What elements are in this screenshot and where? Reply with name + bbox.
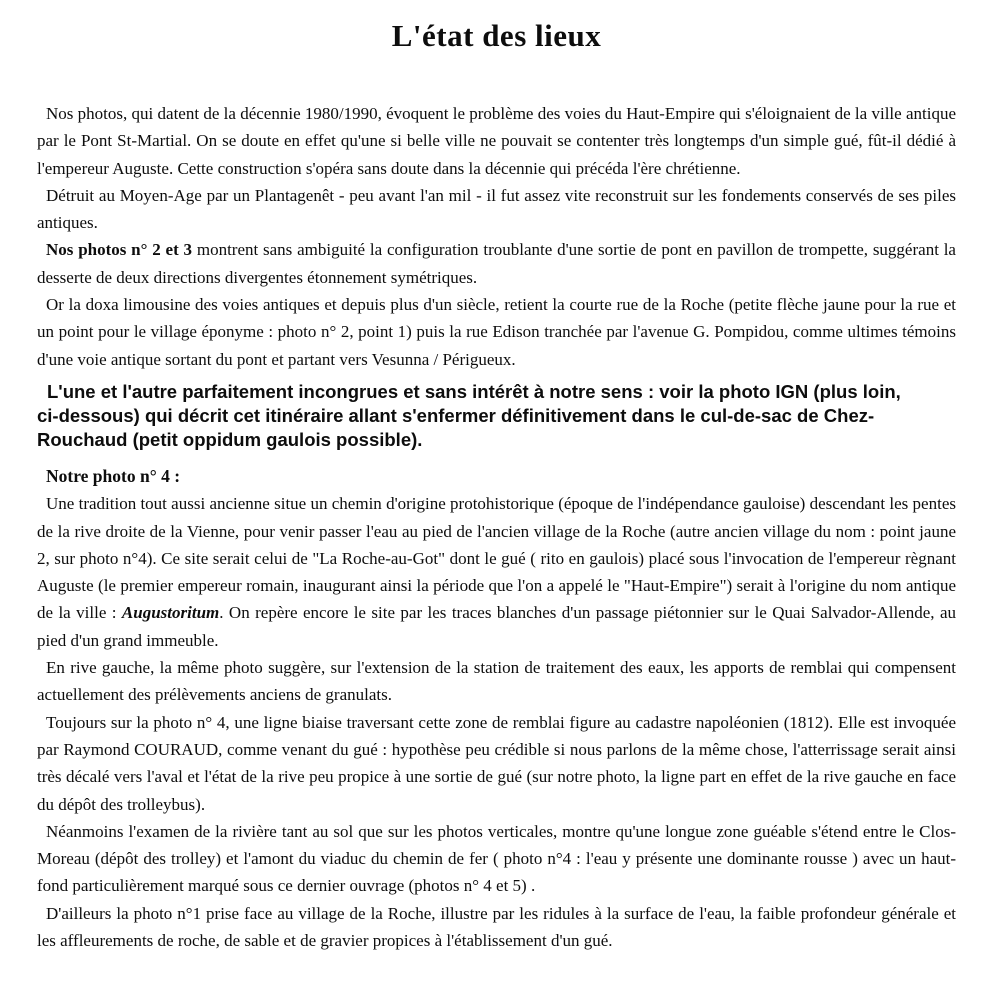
paragraph-reconstruction: [37, 182, 956, 237]
paragraph-intro: [37, 100, 956, 182]
paragraph-text: Or la doxa limousine des voies antiques et depuis plus d'un siècle, retient la courte rue de la Roche (petite flèche jaune pour la rue et un point pour le village éponyme : photo n° 2, point 1) puis la rue Edison tranchée par l'avenue G. Pompidou, comme ultimes témoins d'une voie antique sortant du pont et partant vers Vesunna / Périgueux.: [37, 295, 956, 369]
page-title: L'état des lieux: [391, 18, 602, 53]
heading-text: Notre photo n° 4 :: [46, 465, 181, 486]
heading-photo-4: [37, 463, 956, 490]
paragraph-text: Néanmoins l'examen de la rivière tant au sol que sur les photos verticales, montre qu'une longue zone guéable s'étend entre le Clos-Moreau (dépôt des trolley) et l'amont du viaduc du chemin de fer ( photo n°4 : l'eau y présente une dominante rousse ) avec un haut-fond particulièrement marqué sous ce dernier ouvrage (photos n° 4 et 5) .: [37, 821, 956, 896]
paragraph-couraud: [37, 709, 956, 818]
paragraph-photos-2-3: [37, 236, 956, 291]
paragraph-text: Détruit au Moyen-Age par un Plantagenêt - peu avant l'an mil - il fut assez vite reconstruit sur les fondements conservés de ses piles antiques.: [37, 185, 956, 233]
paragraph-text: Toujours sur la photo n° 4, une ligne biaise traversant cette zone de remblai figure au cadastre napoléonien (1812). Elle est invoquée par Raymond COURAUD, comme venant du gué : hypothèse peu crédible si nous parlons de la même chose, l'atterrissage serait ainsi très décalé vers l'aval et l'état de la rive peu propice à une sortie de gué (sur notre photo, la ligne part en effet de la rive gauche en face du dépôt des trolleybus).: [37, 712, 956, 814]
paragraph-conclusion: [37, 900, 956, 955]
paragraph-text: L'une et l'autre parfaitement incongrues et sans intérêt à notre sens : voir la photo IGN (plus loin, ci-dessous) qui décrit cet itinéraire allant s'enfermer définitivement dans le cul-de-sac de Chez-Rouchaud (petit oppidum gaulois possible).: [37, 380, 901, 450]
paragraph-rive-gauche: [37, 654, 956, 709]
paragraph-text: Nos photos, qui datent de la décennie 1980/1990, évoquent le problème des voies du Haut-Empire qui s'éloignaient de la ville antique par le Pont St-Martial. On se doute en effet qu'une si belle ville ne pouvait se contenter très longtemps d'un simple gué, fût-il dédié à l'empereur Auguste. Cette construction s'opéra sans doute dans la décennie qui précéda l'ère chrétienne.: [37, 104, 956, 178]
paragraph-doxa: [37, 291, 956, 373]
paragraph-text: montrent sans ambiguité la configuration troublante d'une sortie de pont en pavillon de trompette, suggérant la desserte de deux directions divergentes étonnement symétriques.: [37, 240, 956, 287]
paragraph-text: . On repère encore le site par les traces blanches d'un passage piétonnier sur le Quai Salvador-Allende, au pied d'un grand immeuble.: [37, 603, 956, 650]
paragraph-text-bold: Nos photos n° 2 et 3: [46, 240, 193, 260]
paragraph-text: En rive gauche, la même photo suggère, sur l'extension de la station de traitement des eaux, les apports de remblai qui compensent actuellement des prélèvements anciens de granulats.: [37, 658, 956, 705]
paragraph-text-italic: Augustoritum: [121, 603, 220, 623]
paragraph-text: Une tradition tout aussi ancienne situe un chemin d'origine protohistorique (époque de l'indépendance gauloise) descendant les pentes de la rive droite de la Vienne, pour venir passer l'eau au pied de l'ancien village de la Roche (autre ancien village du nom : point jaune 2, sur photo n°4). Ce site serait celui de "La Roche-au-Got" dont le gué ( rito en gaulois) placé sous l'invocation de l'empereur règnant Auguste (le premier empereur romain, inaugurant ainsi la période que l'on a appelé le "Haut-Empire") serait à l'origine du nom antique de la ville :: [37, 494, 956, 623]
paragraph-tradition: [37, 490, 956, 654]
paragraph-riviere: [37, 818, 956, 900]
paragraph-text: D'ailleurs la photo n°1 prise face au village de la Roche, illustre par les ridules à la surface de l'eau, la faible profondeur générale et les affleurements de roche, de sable et de gravier propices à l'établissement d'un gué.: [37, 903, 956, 951]
paragraph-ign-note: [37, 380, 956, 452]
